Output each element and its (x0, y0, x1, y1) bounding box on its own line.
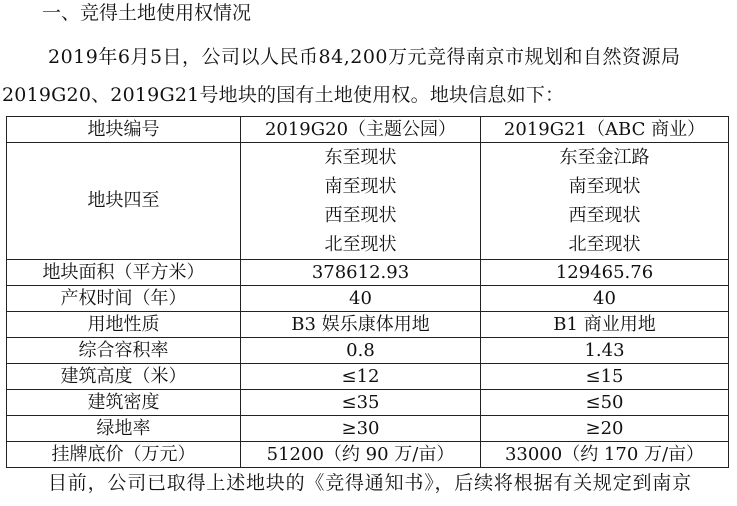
row-g21-cell: B1 商业用地 (481, 312, 729, 338)
land-plot-table (6, 116, 729, 468)
row-label-cell: 用地性质 (7, 312, 241, 338)
header-cell-g20: 2019G20（主题公园） (241, 117, 481, 143)
row-g21-cell: 33000（约 170 万/亩） (481, 442, 729, 468)
bounds-g20-north: 北至现状 (324, 234, 397, 255)
table-row (7, 312, 729, 338)
row-g21-cell: 40 (481, 286, 729, 312)
row-label-cell: 地块面积（平方米） (7, 260, 241, 286)
table-row (7, 338, 729, 364)
row-label-cell: 建筑密度 (7, 390, 241, 416)
bounds-g21-cell (481, 143, 729, 260)
bounds-g20-south: 南至现状 (324, 176, 397, 197)
bounds-g20-west: 西至现状 (324, 205, 397, 226)
bounds-g20-east: 东至现状 (324, 147, 397, 168)
table-row (7, 364, 729, 390)
row-g21-cell: ≤50 (481, 390, 729, 416)
section-heading: 一、竞得土地使用权情况 (42, 2, 252, 24)
table-row (7, 416, 729, 442)
row-g20-cell: 378612.93 (241, 260, 481, 286)
paragraph-line: 目前，公司已取得上述地块的《竞得通知书》，后续将根据有关规定到南京 (48, 472, 692, 494)
row-g21-cell: 1.43 (481, 338, 729, 364)
header-cell-plot-number: 地块编号 (7, 117, 241, 143)
row-g20-cell: ≤35 (241, 390, 481, 416)
row-g20-cell: ≥30 (241, 416, 481, 442)
table-row (7, 260, 729, 286)
table-row (7, 442, 729, 468)
paragraph-line: 2019G20、2019G21号地块的国有土地使用权。地块信息如下： (2, 84, 565, 106)
row-g21-cell: ≤15 (481, 364, 729, 390)
bounds-label-cell: 地块四至 (7, 143, 241, 260)
table-row (7, 390, 729, 416)
row-g20-cell: 51200（约 90 万/亩） (241, 442, 481, 468)
row-label-cell: 挂牌底价（万元） (7, 442, 241, 468)
bounds-g21-south: 南至现状 (568, 176, 641, 197)
row-g20-cell: B3 娱乐康体用地 (241, 312, 481, 338)
row-g20-cell: 40 (241, 286, 481, 312)
row-g21-cell: 129465.76 (481, 260, 729, 286)
row-label-cell: 建筑高度（米） (7, 364, 241, 390)
row-g21-cell: ≥20 (481, 416, 729, 442)
header-cell-g21: 2019G21（ABC 商业） (481, 117, 729, 143)
row-g20-cell: ≤12 (241, 364, 481, 390)
table-row-bounds (7, 143, 729, 260)
bounds-g21-west: 西至现状 (568, 205, 641, 226)
table-row (7, 286, 729, 312)
paragraph-line: 2019年6月5日，公司以人民币84,200万元竞得南京市规划和自然资源局 (48, 46, 681, 68)
row-label-cell: 绿地率 (7, 416, 241, 442)
row-label-cell: 产权时间（年） (7, 286, 241, 312)
bounds-g20-cell (241, 143, 481, 260)
row-g20-cell: 0.8 (241, 338, 481, 364)
bounds-g21-north: 北至现状 (568, 234, 641, 255)
bounds-g21-east: 东至金江路 (559, 147, 650, 168)
row-label-cell: 综合容积率 (7, 338, 241, 364)
table-header-row (7, 117, 729, 143)
